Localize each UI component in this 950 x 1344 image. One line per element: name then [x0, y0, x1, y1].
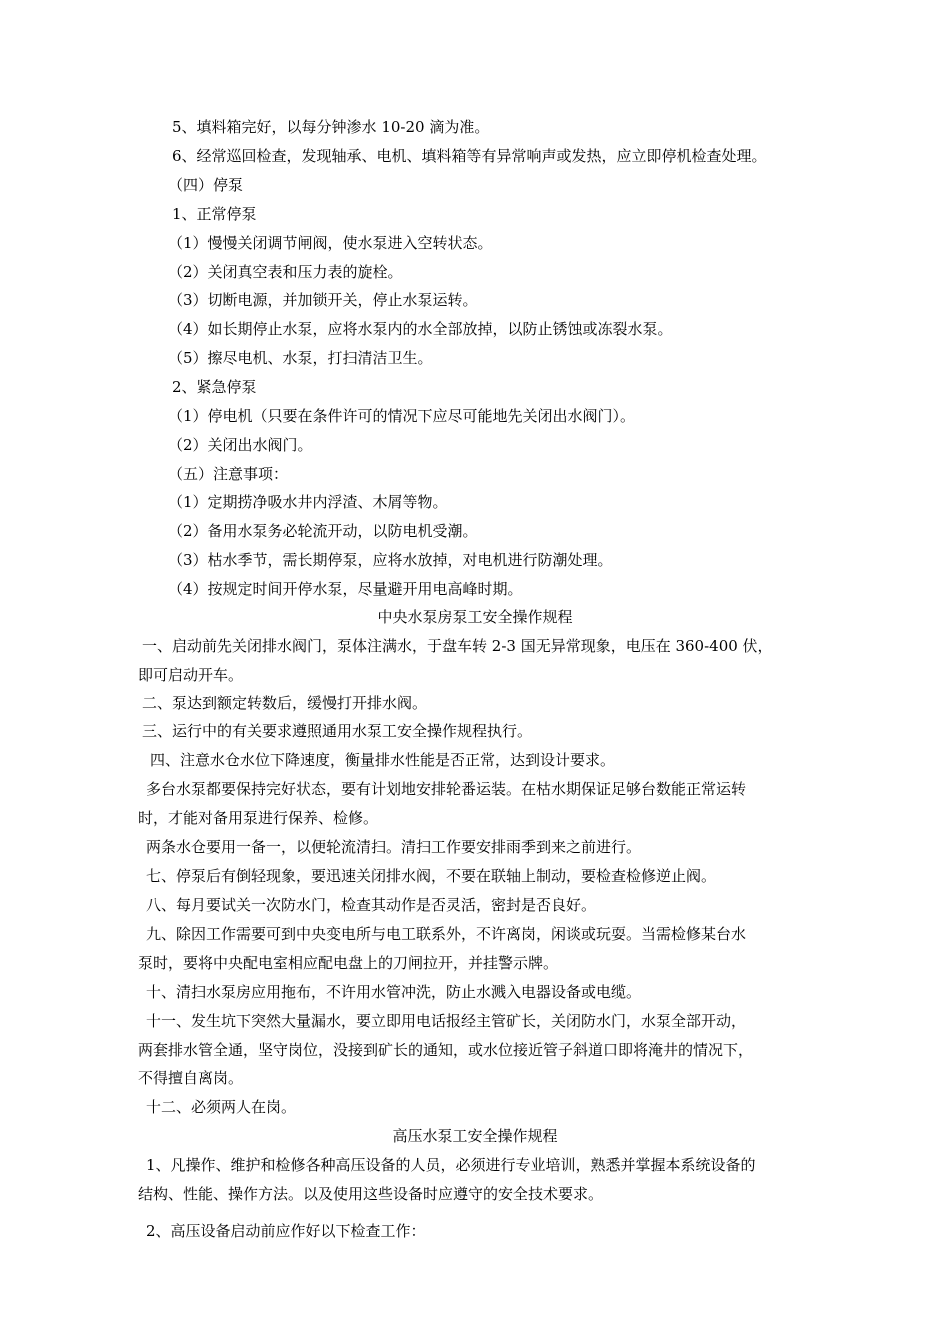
text-line: （3）枯水季节，需长期停泵，应将水放掉，对电机进行防潮处理。: [168, 551, 613, 569]
text-line: （4）如长期停止水泵，应将水泵内的水全部放掉，以防止锈蚀或冻裂水泵。: [168, 320, 673, 338]
text-line: （2）关闭出水阀门。: [168, 436, 313, 454]
text-line: 两条水仓要用一备一，以便轮流清扫。清扫工作要安排雨季到来之前进行。: [146, 838, 642, 856]
text-line: 三、运行中的有关要求遵照通用水泵工安全操作规程执行。: [142, 722, 533, 740]
text-line: 二、泵达到额定转数后，缓慢打开排水阀。: [142, 694, 428, 712]
text-line: （3）切断电源，并加锁开关，停止水泵运转。: [168, 291, 478, 309]
text-line: （2）关闭真空表和压力表的旋栓。: [168, 263, 403, 281]
text-line: 1、凡操作、维护和检修各种高压设备的人员，必须进行专业培训，熟悉并掌握本系统设备的: [146, 1156, 756, 1174]
text-line: 一、启动前先关闭排水阀门，泵体注满水，于盘车转 2-3 国无异常现象，电压在 360-400 伏，: [142, 637, 773, 655]
text-line: 八、每月要试关一次防水门，检查其动作是否灵活，密封是否良好。: [146, 896, 597, 914]
text-line: 七、停泵后有倒轻现象，要迅速关闭排水阀，不要在联轴上制动，要检查检修逆止阀。: [146, 867, 717, 885]
text-line: （1）定期捞净吸水井内浮渣、木屑等物。: [168, 493, 448, 511]
text-line: （5）擦尽电机、水泵，打扫清洁卫生。: [168, 349, 433, 367]
text-line: 时，才能对备用泵进行保养、检修。: [138, 809, 379, 827]
text-line: 十二、必须两人在岗。: [146, 1098, 297, 1116]
text-line: （4）按规定时间开停水泵，尽量避开用电高峰时期。: [168, 580, 523, 598]
text-line: 即可启动开车。: [138, 666, 244, 684]
text-line: 结构、性能、操作方法。以及使用这些设备时应遵守的安全技术要求。: [138, 1185, 604, 1203]
text-line: 2、紧急停泵: [172, 378, 257, 396]
text-line: 两套排水管全通，坚守岗位，没接到矿长的通知，或水位接近管子斜道口即将淹井的情况下，: [138, 1041, 754, 1059]
text-line: 四、注意水仓水位下降速度，衡量排水性能是否正常，达到设计要求。: [150, 751, 616, 769]
text-line: 2、高压设备启动前应作好以下检查工作：: [146, 1222, 426, 1240]
text-line: 十、清扫水泵房应用拖布，不许用水管冲洗，防止水溅入电器设备或电缆。: [146, 983, 642, 1001]
text-line: 5、填料箱完好，以每分钟渗水 10-20 滴为准。: [172, 118, 490, 136]
text-line: 1、正常停泵: [172, 205, 257, 223]
text-line: 多台水泵都要保持完好状态，要有计划地安排轮番运装。在枯水期保证足够台数能正常运转: [146, 780, 747, 798]
section-heading: （四）停泵: [168, 176, 244, 194]
text-line: （2）备用水泵务必轮流开动，以防电机受潮。: [168, 522, 478, 540]
text-line: 泵时，要将中央配电室相应配电盘上的刀闸拉开，并挂警示牌。: [138, 954, 559, 972]
document-title: 中央水泵房泵工安全操作规程: [377, 608, 573, 626]
text-line: 十一、发生坑下突然大量漏水，要立即用电话报经主管矿长，关闭防水门，水泵全部开动，: [146, 1012, 747, 1030]
text-line: 6、经常巡回检查，发现轴承、电机、填料箱等有异常响声或发热，应立即停机检查处理。: [172, 147, 767, 165]
document-title: 高压水泵工安全操作规程: [392, 1127, 558, 1145]
text-line: （1）慢慢关闭调节闸阀，使水泵进入空转状态。: [168, 234, 493, 252]
text-line: 不得擅自离岗。: [138, 1069, 244, 1087]
text-line: 九、除因工作需要可到中央变电所与电工联系外，不许离岗，闲谈或玩耍。当需检修某台水: [146, 925, 747, 943]
section-heading: （五）注意事项：: [168, 465, 289, 483]
text-line: （1）停电机（只要在条件许可的情况下应尽可能地先关闭出水阀门）。: [168, 407, 636, 425]
